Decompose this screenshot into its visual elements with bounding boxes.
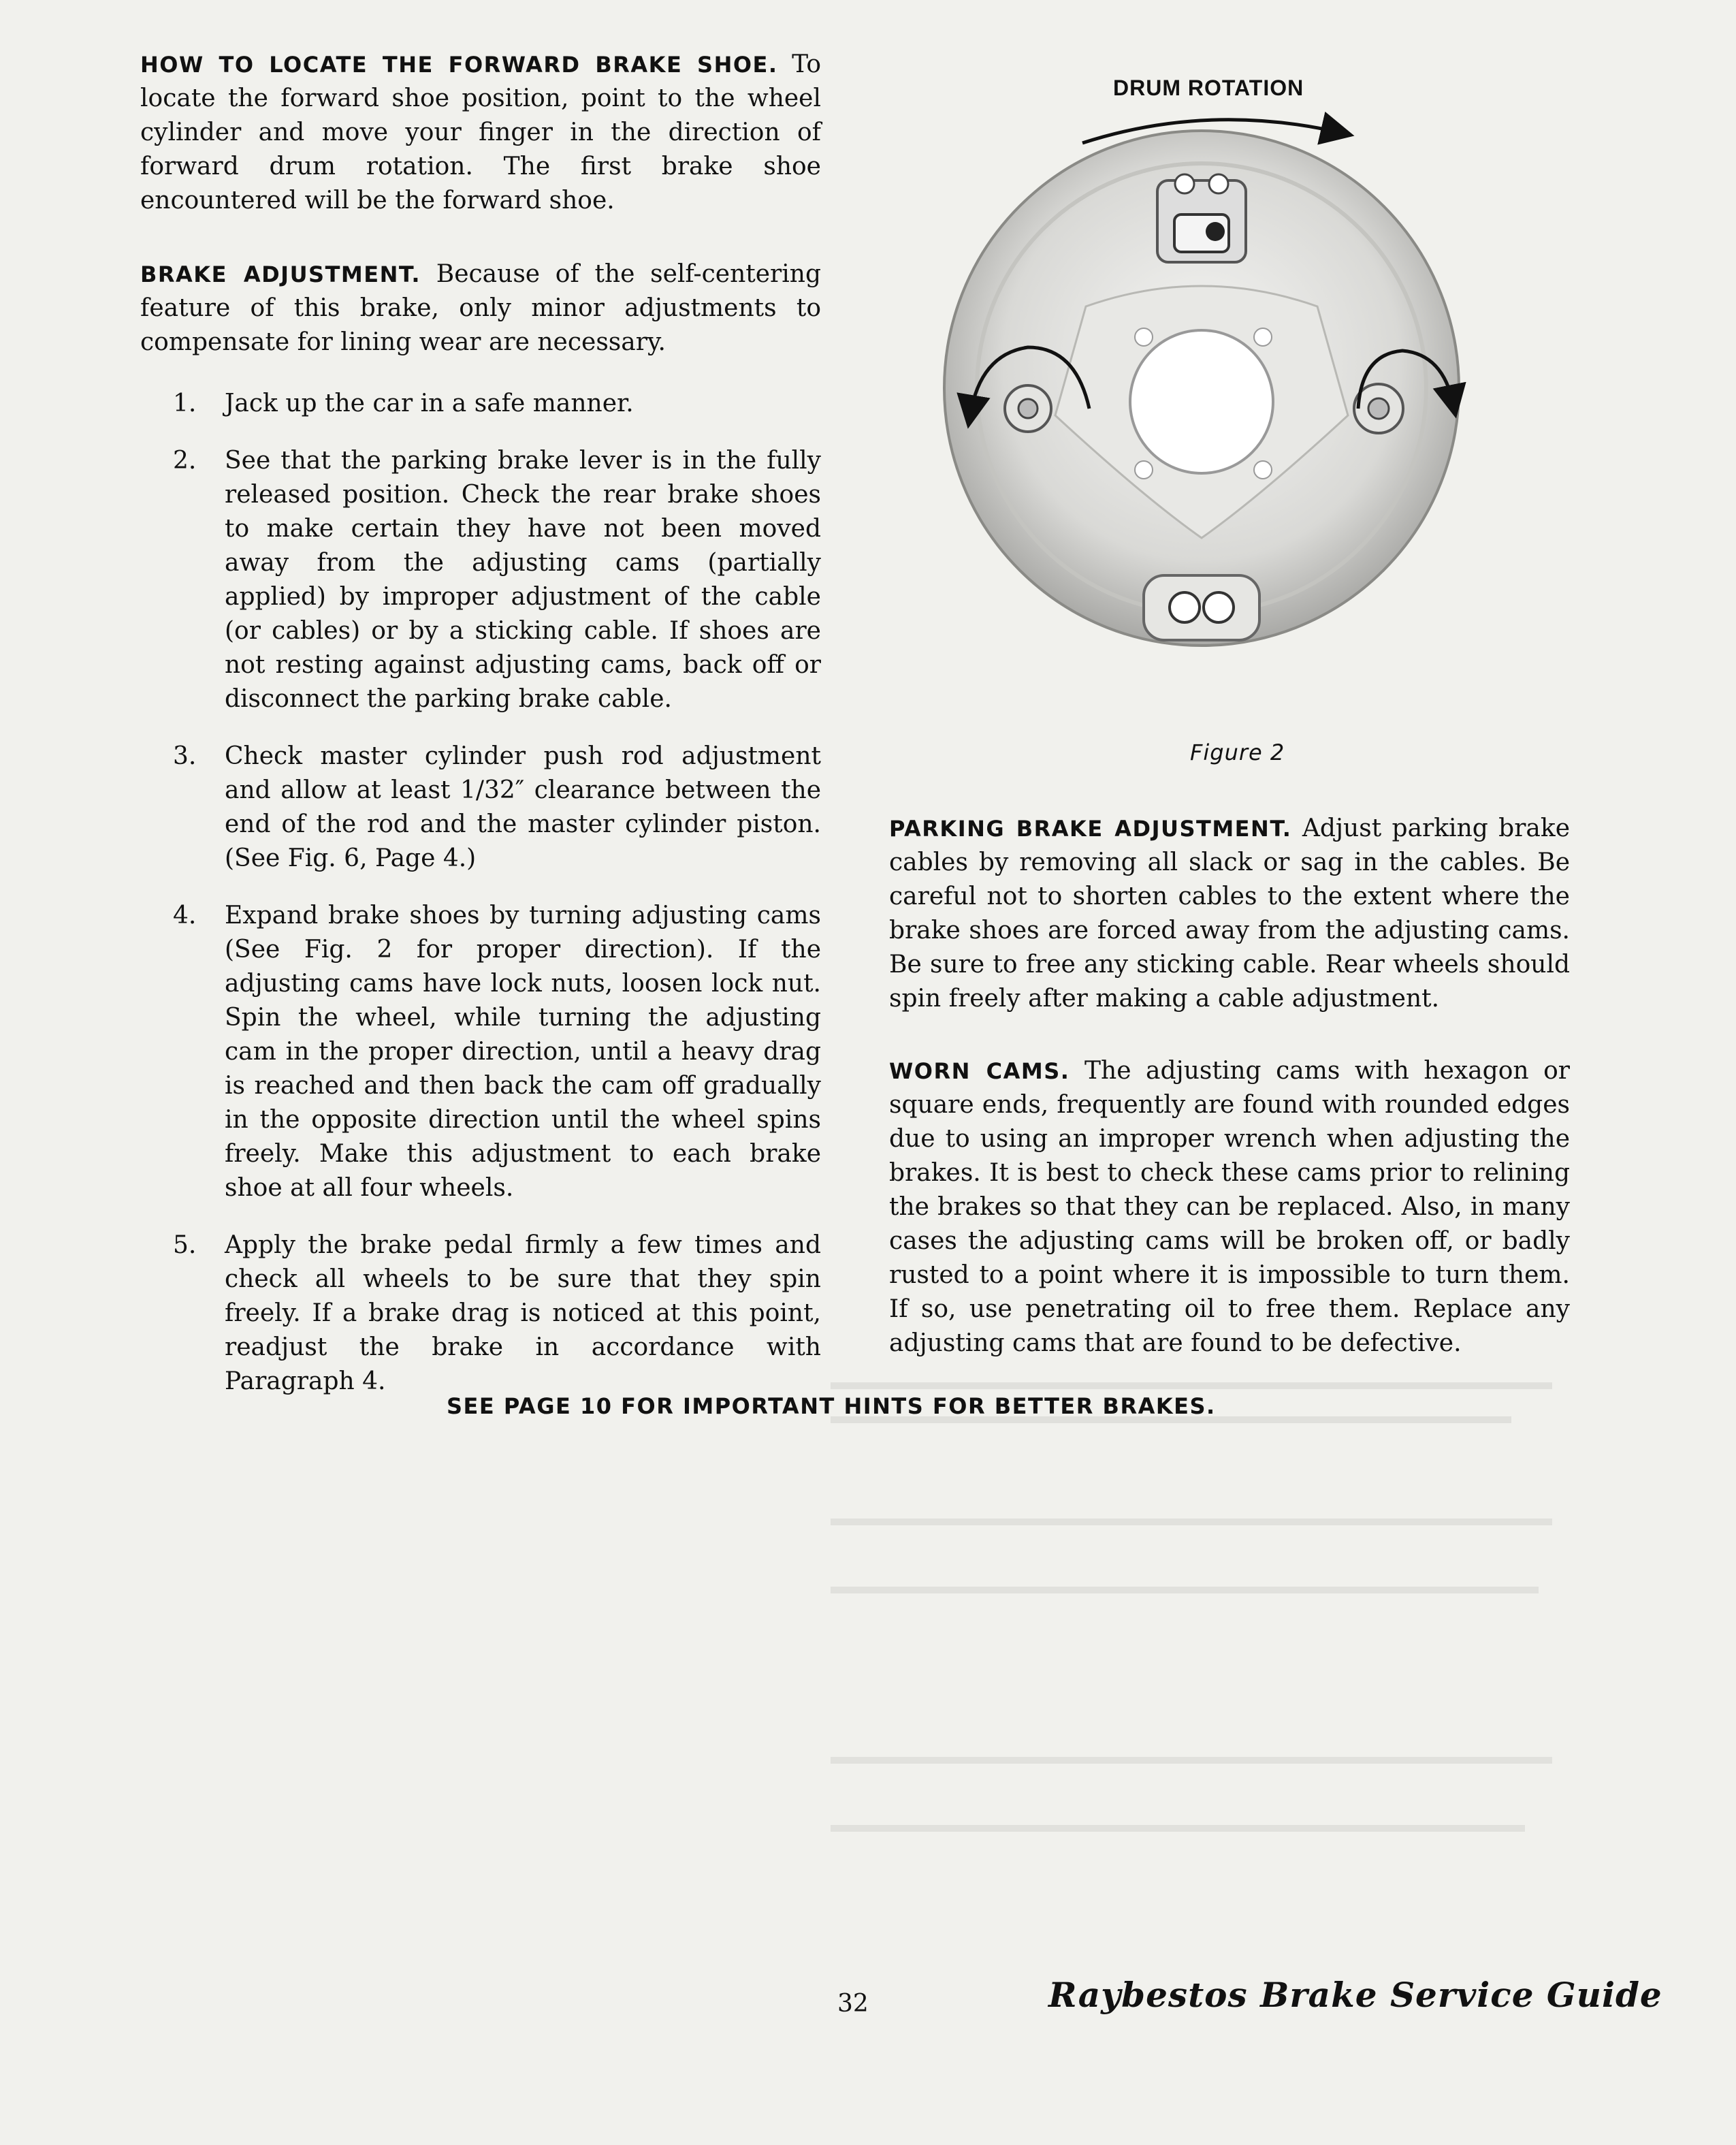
brake-adjustment-paragraph bbox=[140, 257, 821, 360]
list-item bbox=[140, 444, 821, 716]
step-text: Expand brake shoes by turning adjusting cams (See Fig. 2 for proper direction). If the adjusting cams have lock nuts, loosen lock nut. Spin the wheel, while turning the adjusting cam in the proper direction, until a heavy drag is reached and then back the cam off gradually in the opposite direction until the wheel spins freely. Make this adjustment to each brake shoe at all four wheels. bbox=[225, 902, 821, 1202]
step-number: 5. bbox=[173, 1231, 197, 1259]
figure-2-backing-plate bbox=[939, 61, 1586, 742]
right-column bbox=[889, 812, 1570, 1400]
step-number: 1. bbox=[173, 390, 197, 417]
step-text: See that the parking brake lever is in the fully released position. Check the rear brake shoes to make certain they have not been moved away from the adjusting cams (partially applied) by improper adjustment of the cable (or cables) or by a sticking cable. If shoes are not resting against adjusting cams, back off or disconnect the parking brake cable. bbox=[225, 447, 821, 713]
anchor-block bbox=[1144, 575, 1259, 640]
page-number: 32 bbox=[837, 1990, 869, 2018]
axle-hole bbox=[1130, 330, 1273, 473]
left-column bbox=[140, 48, 821, 1422]
worn-cams-heading: WORN CAMS. bbox=[889, 1058, 1070, 1084]
parking-brake-text: Adjust parking brake cables by removing all slack or sag in the cables. Be careful not to shorten cables to the extent where the brake shoes are forced away from the adjusting cams. Be sure to free any sticking cable. Rear wheels should spin freely after making a cable adjustment. bbox=[889, 814, 1570, 1013]
adjustment-steps-list bbox=[140, 387, 821, 1399]
step-text: Apply the brake pedal firmly a few times and check all wheels to be sure that they spin freely. If a brake drag is noticed at this point, readjust the brake in accordance with Paragraph 4. bbox=[225, 1231, 821, 1395]
brake-adjustment-text: Because of the self-centering feature of this brake, only minor adjustments to compensate for lining wear are necessary. bbox=[140, 260, 822, 356]
worn-cams-paragraph bbox=[889, 1054, 1570, 1361]
worn-cams-text: The adjusting cams with hexagon or square ends, frequently are found with rounded edges due to using an improper wrench when adjusting the brakes. It is best to check these cams prior to relining the brakes so that they can be replaced. Also, in many cases the adjusting cams will be broken off, or badly rusted to a point where it is impossible to turn them. If so, use penetrating oil to free them. Replace any adjusting cams that are found to be defective. bbox=[889, 1057, 1570, 1357]
parking-brake-heading: PARKING BRAKE ADJUSTMENT. bbox=[889, 816, 1292, 842]
footer-brand-title: Raybestos Brake Service Guide bbox=[1048, 1975, 1662, 2015]
drum-rotation-label: DRUM ROTATION bbox=[1113, 76, 1304, 100]
figure-caption: Figure 2 bbox=[1190, 740, 1285, 765]
forward-shoe-paragraph bbox=[140, 48, 821, 218]
list-item bbox=[140, 740, 821, 876]
see-page-note: SEE PAGE 10 FOR IMPORTANT HINTS FOR BETTER BRAKES. bbox=[447, 1393, 1216, 1419]
list-item bbox=[140, 387, 821, 421]
step-number: 3. bbox=[173, 742, 197, 770]
brake-adjustment-heading: BRAKE ADJUSTMENT. bbox=[140, 261, 421, 287]
step-text: Check master cylinder push rod adjustment and allow at least 1/32″ clearance between the end of the rod and the master cylinder piston. (See Fig. 6, Page 4.) bbox=[225, 742, 821, 872]
step-number: 4. bbox=[173, 902, 197, 930]
list-item bbox=[140, 1228, 821, 1399]
step-number: 2. bbox=[173, 447, 197, 475]
step-text: Jack up the car in a safe manner. bbox=[225, 390, 634, 417]
parking-brake-paragraph bbox=[889, 812, 1570, 1016]
backing-plate-illustration bbox=[939, 61, 1586, 742]
forward-shoe-text: To locate the forward shoe position, point to the wheel cylinder and move your finger in the direction of forward drum rotation. The first brake shoe encountered will be the forward shoe. bbox=[140, 50, 821, 214]
forward-shoe-heading: HOW TO LOCATE THE FORWARD BRAKE SHOE. bbox=[140, 52, 778, 78]
list-item bbox=[140, 899, 821, 1205]
